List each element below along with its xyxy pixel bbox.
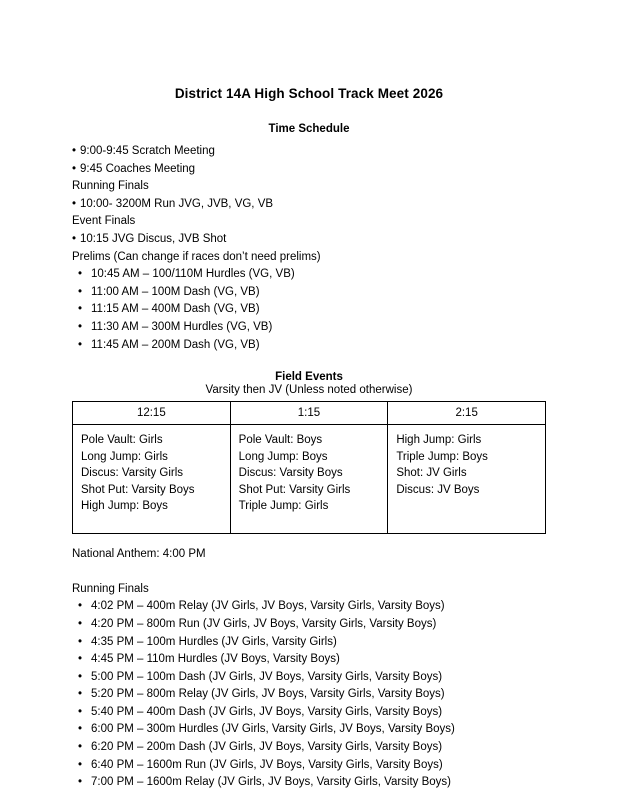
list-item-label: 11:30 AM – 300M Hurdles (VG, VB): [91, 320, 273, 333]
list-item-label: 10:45 AM – 100/110M Hurdles (VG, VB): [91, 268, 295, 281]
list-item: [72, 161, 546, 179]
list-item-label: 4:02 PM – 400m Relay (JV Girls, JV Boys, Varsity Girls, Varsity Boys): [91, 600, 445, 613]
bullet-icon: •: [78, 338, 83, 351]
bullet-icon: •: [78, 758, 83, 771]
field-event-entry: Long Jump: Boys: [238, 450, 328, 463]
national-anthem-line: National Anthem: 4:00 PM: [72, 548, 206, 561]
field-event-entry: High Jump: Girls: [396, 434, 482, 447]
bullet-icon: •: [78, 600, 83, 613]
page-title: District 14A High School Track Meet 2026: [174, 86, 444, 101]
field-event-entry: Discus: Varsity Boys: [238, 467, 343, 480]
bullet-icon: •: [72, 162, 77, 175]
bullet-icon: •: [78, 670, 83, 683]
bullet-icon: •: [78, 320, 83, 333]
field-event-entry: Long Jump: Girls: [81, 450, 168, 463]
field-events-subheading: Varsity then JV (Unless noted otherwise): [205, 384, 413, 397]
list-item: [72, 616, 546, 634]
field-event-entry: Pole Vault: Boys: [238, 434, 323, 447]
list-item-label: 11:45 AM – 200M Dash (VG, VB): [91, 338, 260, 351]
time-schedule-heading: Time Schedule: [268, 123, 350, 135]
list-item: [72, 721, 546, 739]
bullet-icon: •: [78, 285, 83, 298]
table-column-time: 2:15: [388, 402, 546, 425]
table-row: [73, 425, 546, 534]
table-column-time: 1:15: [230, 402, 388, 425]
field-events-table: [72, 401, 546, 534]
list-item: [72, 231, 546, 249]
list-item: [72, 669, 546, 687]
field-event-entry: Pole Vault: Girls: [81, 434, 163, 447]
bullet-icon: •: [78, 723, 83, 736]
list-item: [72, 757, 546, 775]
list-item-label: 4:20 PM – 800m Run (JV Girls, JV Boys, Varsity Girls, Varsity Boys): [91, 617, 437, 630]
list-item-label: 10:15 JVG Discus, JVB Shot: [80, 232, 227, 245]
list-item: [72, 739, 546, 757]
list-item-label: 7:00 PM – 1600m Relay (JV Girls, JV Boys, Varsity Girls, Varsity Boys): [91, 776, 452, 789]
list-item-label: 4:35 PM – 100m Hurdles (JV Girls, Varsity Girls): [91, 635, 337, 648]
bullet-icon: •: [72, 145, 77, 157]
bullet-icon: •: [78, 617, 83, 630]
list-item: [72, 651, 546, 669]
list-item-label: 9:00-9:45 Scratch Meeting: [80, 145, 215, 157]
field-event-entry: Triple Jump: Girls: [238, 500, 329, 513]
table-cell-events: [230, 425, 388, 534]
list-item-label: 6:40 PM – 1600m Run (JV Girls, JV Boys, Varsity Girls, Varsity Boys): [91, 758, 443, 771]
list-item-label: 11:00 AM – 100M Dash (VG, VB): [91, 285, 260, 298]
list-item-label: 6:00 PM – 300m Hurdles (JV Girls, Varsity Girls, JV Boys, Varsity Boys): [91, 723, 455, 736]
list-item-label: 11:15 AM – 400M Dash (VG, VB): [91, 303, 260, 316]
field-event-entry: Discus: Varsity Girls: [81, 467, 184, 480]
bullet-icon: •: [78, 653, 83, 666]
table-column-time: 12:15: [73, 402, 231, 425]
list-item: [72, 686, 546, 704]
list-item: [72, 143, 546, 161]
field-event-entry: Shot: JV Girls: [396, 467, 467, 480]
schedule-line: Prelims (Can change if races don’t need prelims): [72, 250, 321, 263]
bullet-icon: •: [72, 197, 77, 210]
list-item: [72, 301, 546, 319]
field-event-entry: Triple Jump: Boys: [396, 450, 488, 463]
table-header-row: [73, 402, 546, 425]
bullet-icon: •: [78, 635, 83, 648]
list-item: [72, 598, 546, 616]
running-finals-list: [72, 598, 546, 792]
field-event-entry: Shot Put: Varsity Girls: [238, 483, 351, 496]
list-item-label: 5:00 PM – 100m Dash (JV Girls, JV Boys, Varsity Girls, Varsity Boys): [91, 670, 443, 683]
list-item-label: 6:20 PM – 200m Dash (JV Girls, JV Boys, Varsity Girls, Varsity Boys): [91, 741, 443, 754]
bullet-icon: •: [78, 741, 83, 754]
field-event-entry: Shot Put: Varsity Boys: [81, 483, 195, 496]
bullet-icon: •: [78, 303, 83, 316]
list-item-label: 5:40 PM – 400m Dash (JV Girls, JV Boys, Varsity Girls, Varsity Boys): [91, 705, 443, 718]
list-item: [72, 704, 546, 722]
list-item: [72, 634, 546, 652]
running-finals-heading: Running Finals: [72, 582, 149, 595]
bullet-icon: •: [72, 232, 77, 245]
table-cell-events: [73, 425, 231, 534]
bullet-icon: •: [78, 776, 83, 789]
field-event-entry: High Jump: Boys: [81, 500, 168, 513]
schedule-line: Running Finals: [72, 180, 149, 193]
table-cell-events: [388, 425, 546, 534]
list-item-label: 9:45 Coaches Meeting: [80, 162, 196, 175]
list-item: [72, 284, 546, 302]
list-item-label: 10:00- 3200M Run JVG, JVB, VG, VB: [80, 197, 274, 210]
list-item: [72, 337, 546, 355]
list-item-label: 5:20 PM – 800m Relay (JV Girls, JV Boys, Varsity Girls, Varsity Boys): [91, 688, 445, 701]
list-item-label: 4:45 PM – 110m Hurdles (JV Boys, Varsity Boys): [91, 653, 340, 666]
time-schedule-list: [72, 143, 546, 354]
field-events-heading: Field Events: [275, 371, 343, 384]
list-item: [72, 196, 546, 214]
field-event-entry: Discus: JV Boys: [396, 483, 480, 496]
schedule-line: Event Finals: [72, 215, 136, 228]
list-item: [72, 266, 546, 284]
bullet-icon: •: [78, 705, 83, 718]
list-item: [72, 774, 546, 792]
list-item: [72, 319, 546, 337]
bullet-icon: •: [78, 688, 83, 701]
bullet-icon: •: [78, 268, 83, 281]
